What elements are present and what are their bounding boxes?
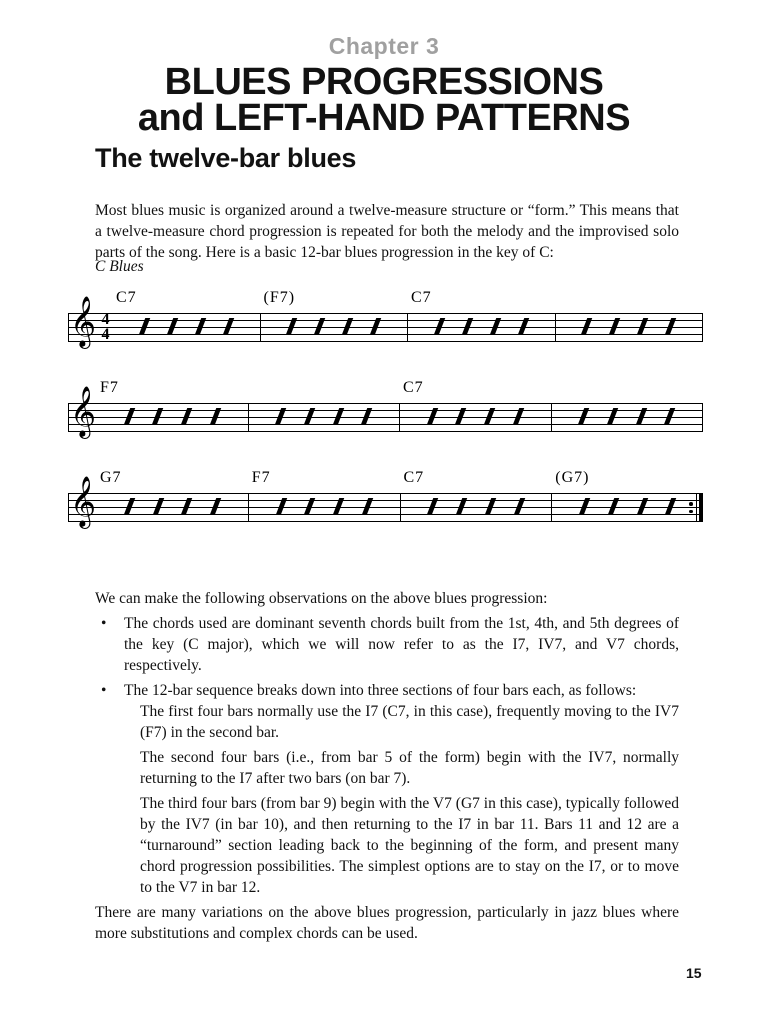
chord-symbol: C7	[411, 289, 432, 306]
clef-zone	[69, 386, 97, 437]
slash-mark	[665, 498, 677, 515]
measure-3	[408, 289, 556, 342]
clef-zone	[69, 476, 97, 527]
bullet-item-1	[95, 613, 679, 676]
page-number: 15	[686, 965, 702, 981]
rhythm-slashes	[97, 403, 248, 432]
slash-mark	[361, 408, 373, 425]
section-heading: The twelve-bar blues	[95, 143, 357, 173]
intro-paragraph: Most blues music is organized around a twelve-measure structure or “form.” This means that a twelve-measure chord progression is repeated for both the melody and the improvised solo parts of the song. Here is a basic 12-bar blues progression in the key of C:	[95, 201, 679, 261]
slash-mark	[434, 318, 446, 335]
time-signature	[98, 313, 113, 342]
page-title-line2: and LEFT-HAND PATTERNS	[137, 97, 631, 139]
thin-barline	[696, 493, 697, 522]
slash-mark	[194, 318, 206, 335]
score-title: C Blues	[95, 258, 144, 275]
thick-barline	[699, 493, 704, 522]
slash-mark	[275, 498, 287, 515]
clef-zone	[69, 296, 113, 347]
treble-clef-icon: 𝄞	[70, 296, 97, 347]
slash-mark	[664, 408, 676, 425]
measure-1	[113, 289, 261, 342]
chord-symbol: F7	[251, 469, 271, 486]
slash-mark	[152, 498, 164, 515]
measure-7	[400, 379, 552, 432]
staff-lines	[68, 289, 703, 347]
slash-mark	[513, 498, 525, 515]
chord-symbol: (F7)	[263, 289, 296, 306]
slash-mark	[123, 498, 135, 515]
measure-4	[556, 313, 704, 342]
rhythm-slashes	[249, 493, 400, 522]
rhythm-slashes	[113, 313, 260, 342]
detail-paragraphs	[140, 701, 679, 898]
slash-mark	[427, 498, 439, 515]
slash-mark	[275, 408, 287, 425]
chord-symbol: F7	[100, 379, 119, 396]
slash-mark	[304, 408, 316, 425]
bullet-item-2	[95, 680, 679, 701]
slash-mark	[512, 408, 524, 425]
bullet-text: The chords used are dominant seventh chords built from the 1st, 4th, and 5th degrees of the key (C major), which we will now refer to as the I7, IV7, and V7 chords, respectively.	[124, 615, 679, 674]
time-signature-bottom: 4	[101, 325, 110, 343]
slash-mark	[222, 318, 234, 335]
repeat-dots-icon	[689, 502, 693, 513]
page-title	[0, 61, 768, 139]
chord-symbol: C7	[403, 469, 425, 486]
slash-mark	[665, 318, 677, 335]
slash-mark	[609, 318, 621, 335]
staff-system-2	[68, 379, 702, 437]
detail-paragraph-3: The third four bars (from bar 9) begin with the V7 (G7 in this case), typically followed by the IV7 (in bar 10), and then returning to the I7 in bar 11. Bars 11 and 12 are a “turnaround” section leading back to the beginning of the form, and present many chord progression possibilities. The simplest options are to stay on the I7, or to move to the V7 in bar 12.	[140, 795, 679, 896]
slash-mark	[607, 408, 619, 425]
observations-intro: We can make the following observations on the above blues progression:	[95, 590, 548, 607]
slash-mark	[636, 498, 648, 515]
slash-mark	[637, 318, 649, 335]
slash-mark	[370, 318, 382, 335]
slash-mark	[517, 318, 529, 335]
slash-mark	[455, 408, 467, 425]
slash-mark	[304, 498, 316, 515]
slash-mark	[209, 408, 221, 425]
measure-12	[552, 469, 703, 522]
chord-symbol: C7	[116, 289, 137, 306]
bullet-glyph: •	[101, 615, 107, 632]
staff-system-3	[68, 469, 702, 527]
slash-mark	[167, 318, 179, 335]
slash-mark	[333, 498, 345, 515]
slash-mark	[152, 408, 164, 425]
rhythm-slashes	[408, 313, 555, 342]
slash-mark	[314, 318, 326, 335]
measure-11	[401, 469, 553, 522]
slash-mark	[456, 498, 468, 515]
chord-symbol: (G7)	[555, 469, 590, 486]
treble-clef-icon: 𝄞	[70, 476, 97, 527]
measure-5	[97, 379, 249, 432]
slash-mark	[426, 408, 438, 425]
treble-clef-icon: 𝄞	[70, 386, 97, 437]
slash-mark	[181, 498, 193, 515]
detail-paragraph-1: The first four bars normally use the I7 (C7, in this case), frequently moving to the IV7 (F7) in the second bar.	[140, 703, 679, 741]
measure-10	[249, 469, 401, 522]
measure-9	[97, 469, 249, 522]
slash-mark	[181, 408, 193, 425]
time-signature-top: 4	[101, 311, 110, 328]
slash-mark	[635, 408, 647, 425]
rhythm-slashes	[400, 403, 551, 432]
slash-mark	[342, 318, 354, 335]
slash-mark	[361, 498, 373, 515]
detail-paragraph-2: The second four bars (i.e., from bar 5 of the form) begin with the IV7, normally returning to the I7 after two bars (on bar 7).	[140, 749, 679, 787]
slash-mark	[484, 498, 496, 515]
bullet-text: The 12-bar sequence breaks down into three sections of four bars each, as follows:	[124, 682, 637, 699]
rhythm-slashes	[401, 493, 552, 522]
staff-lines	[68, 469, 703, 527]
measure-6	[249, 403, 401, 432]
closing-paragraph: There are many variations on the above blues progression, particularly in jazz blues where more substitutions and complex chords can be used.	[95, 904, 679, 942]
rhythm-slashes	[552, 493, 703, 522]
page-title-line1: BLUES PROGRESSIONS	[164, 61, 604, 103]
slash-mark	[581, 318, 593, 335]
staff-system-1	[68, 289, 702, 347]
rhythm-slashes	[552, 403, 703, 432]
chapter-label: Chapter 3	[328, 33, 440, 59]
end-repeat-barline	[689, 493, 703, 522]
slash-mark	[607, 498, 619, 515]
rhythm-slashes	[556, 313, 703, 342]
slash-mark	[578, 408, 590, 425]
slash-mark	[286, 318, 298, 335]
chord-symbol: C7	[403, 379, 424, 396]
rhythm-slashes	[261, 313, 408, 342]
slash-mark	[210, 498, 222, 515]
rhythm-slashes	[97, 493, 248, 522]
slash-mark	[484, 408, 496, 425]
slash-mark	[139, 318, 151, 335]
chord-symbol: G7	[100, 469, 122, 486]
slash-mark	[462, 318, 474, 335]
slash-mark	[123, 408, 135, 425]
slash-mark	[332, 408, 344, 425]
slash-mark	[579, 498, 591, 515]
measure-2	[261, 289, 409, 342]
rhythm-slashes	[249, 403, 400, 432]
staff-lines	[68, 379, 703, 437]
bullet-glyph: •	[101, 682, 107, 699]
slash-mark	[489, 318, 501, 335]
observations-section	[95, 588, 679, 944]
measure-8	[552, 403, 704, 432]
